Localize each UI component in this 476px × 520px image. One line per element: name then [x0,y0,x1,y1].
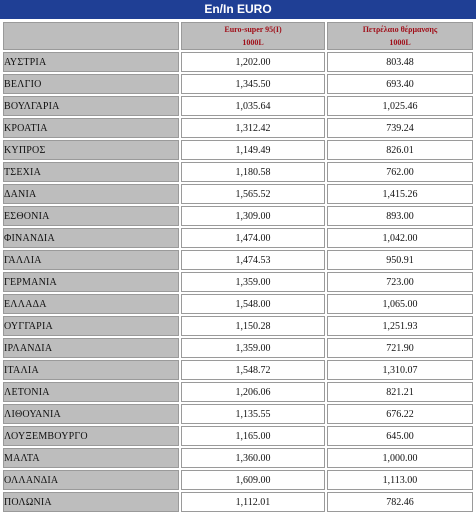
country-cell: ΟΛΛΑΝΔΙΑ [3,470,179,490]
euro-super-price-cell: 1,345.50 [181,74,325,94]
euro-super-price-cell: 1,202.00 [181,52,325,72]
table-row [3,470,473,490]
table-row [3,140,473,160]
euro-super-price-cell: 1,548.72 [181,360,325,380]
country-cell: ΔΑΝΙΑ [3,184,179,204]
country-cell: ΠΟΛΩΝΙΑ [3,492,179,512]
country-cell: ΟΥΓΓΑΡΙΑ [3,316,179,336]
heating-oil-price-cell: 782.46 [327,492,473,512]
country-cell: ΙΡΛΑΝΔΙΑ [3,338,179,358]
country-cell: ΚΡΟΑΤΙΑ [3,118,179,138]
fuel-price-table [1,20,475,514]
euro-super-price-cell: 1,035.64 [181,96,325,116]
country-cell: ΒΕΛΓΙΟ [3,74,179,94]
euro-super-price-cell: 1,309.00 [181,206,325,226]
euro-super-price-cell: 1,149.49 [181,140,325,160]
euro-super-price-cell: 1,359.00 [181,338,325,358]
euro-super-price-cell: 1,360.00 [181,448,325,468]
header-blank-cell [3,22,179,50]
euro-super-price-cell: 1,565.52 [181,184,325,204]
heating-oil-price-cell: 739.24 [327,118,473,138]
table-row [3,316,473,336]
column-header-euro-super-name: Euro-super 95(I) [224,25,282,34]
heating-oil-price-cell: 821.21 [327,382,473,402]
country-cell: ΕΛΛΑΔΑ [3,294,179,314]
table-row [3,184,473,204]
euro-super-price-cell: 1,474.00 [181,228,325,248]
heating-oil-price-cell: 1,065.00 [327,294,473,314]
country-cell: ΙΤΑΛΙΑ [3,360,179,380]
table-row [3,52,473,72]
country-cell: ΑΥΣΤΡΙΑ [3,52,179,72]
table-row [3,492,473,512]
heating-oil-price-cell: 803.48 [327,52,473,72]
country-cell: ΓΕΡΜΑΝΙΑ [3,272,179,292]
heating-oil-price-cell: 1,415.26 [327,184,473,204]
table-row [3,228,473,248]
euro-super-price-cell: 1,312.42 [181,118,325,138]
table-row [3,426,473,446]
country-cell: ΤΣΕΧΙΑ [3,162,179,182]
euro-super-price-cell: 1,206.06 [181,382,325,402]
country-cell: ΓΑΛΛΙΑ [3,250,179,270]
table-row [3,448,473,468]
table-row [3,250,473,270]
country-cell: ΛΟΥΞΕΜΒΟΥΡΓΟ [3,426,179,446]
euro-super-price-cell: 1,548.00 [181,294,325,314]
euro-super-price-cell: 1,180.58 [181,162,325,182]
heating-oil-price-cell: 645.00 [327,426,473,446]
table-row [3,338,473,358]
table-row [3,74,473,94]
euro-super-price-cell: 1,135.55 [181,404,325,424]
euro-super-price-cell: 1,150.28 [181,316,325,336]
heating-oil-price-cell: 723.00 [327,272,473,292]
heating-oil-price-cell: 693.40 [327,74,473,94]
heating-oil-price-cell: 1,113.00 [327,470,473,490]
heating-oil-price-cell: 826.01 [327,140,473,160]
euro-super-price-cell: 1,474.53 [181,250,325,270]
column-header-heating-oil-unit: 1000L [389,38,411,47]
table-row [3,96,473,116]
column-header-euro-super-unit: 1000L [242,38,264,47]
heating-oil-price-cell: 762.00 [327,162,473,182]
heating-oil-price-cell: 1,025.46 [327,96,473,116]
table-title: En/In EURO [0,0,476,19]
heating-oil-price-cell: 676.22 [327,404,473,424]
country-cell: ΛΕΤΟΝΙΑ [3,382,179,402]
country-cell: ΒΟΥΛΓΑΡΙΑ [3,96,179,116]
euro-super-price-cell: 1,112.01 [181,492,325,512]
table-row [3,294,473,314]
header-row [3,22,473,50]
heating-oil-price-cell: 1,042.00 [327,228,473,248]
heating-oil-price-cell: 1,310.07 [327,360,473,380]
table-row [3,272,473,292]
column-header-heating-oil [327,22,473,50]
table-row [3,162,473,182]
country-cell: ΦΙΝΑΝΔΙΑ [3,228,179,248]
table-row [3,118,473,138]
euro-super-price-cell: 1,359.00 [181,272,325,292]
heating-oil-price-cell: 893.00 [327,206,473,226]
country-cell: ΜΑΛΤΑ [3,448,179,468]
country-cell: ΕΣΘΟΝΙΑ [3,206,179,226]
column-header-euro-super [181,22,325,50]
country-cell: ΛΙΘΟΥΑΝΙΑ [3,404,179,424]
table-row [3,382,473,402]
country-cell: ΚΥΠΡΟΣ [3,140,179,160]
heating-oil-price-cell: 721.90 [327,338,473,358]
heating-oil-price-cell: 950.91 [327,250,473,270]
table-row [3,360,473,380]
euro-super-price-cell: 1,165.00 [181,426,325,446]
euro-super-price-cell: 1,609.00 [181,470,325,490]
table-row [3,206,473,226]
table-row [3,404,473,424]
column-header-heating-oil-name: Πετρέλαιο θέρμανσης [362,25,438,34]
heating-oil-price-cell: 1,000.00 [327,448,473,468]
heating-oil-price-cell: 1,251.93 [327,316,473,336]
